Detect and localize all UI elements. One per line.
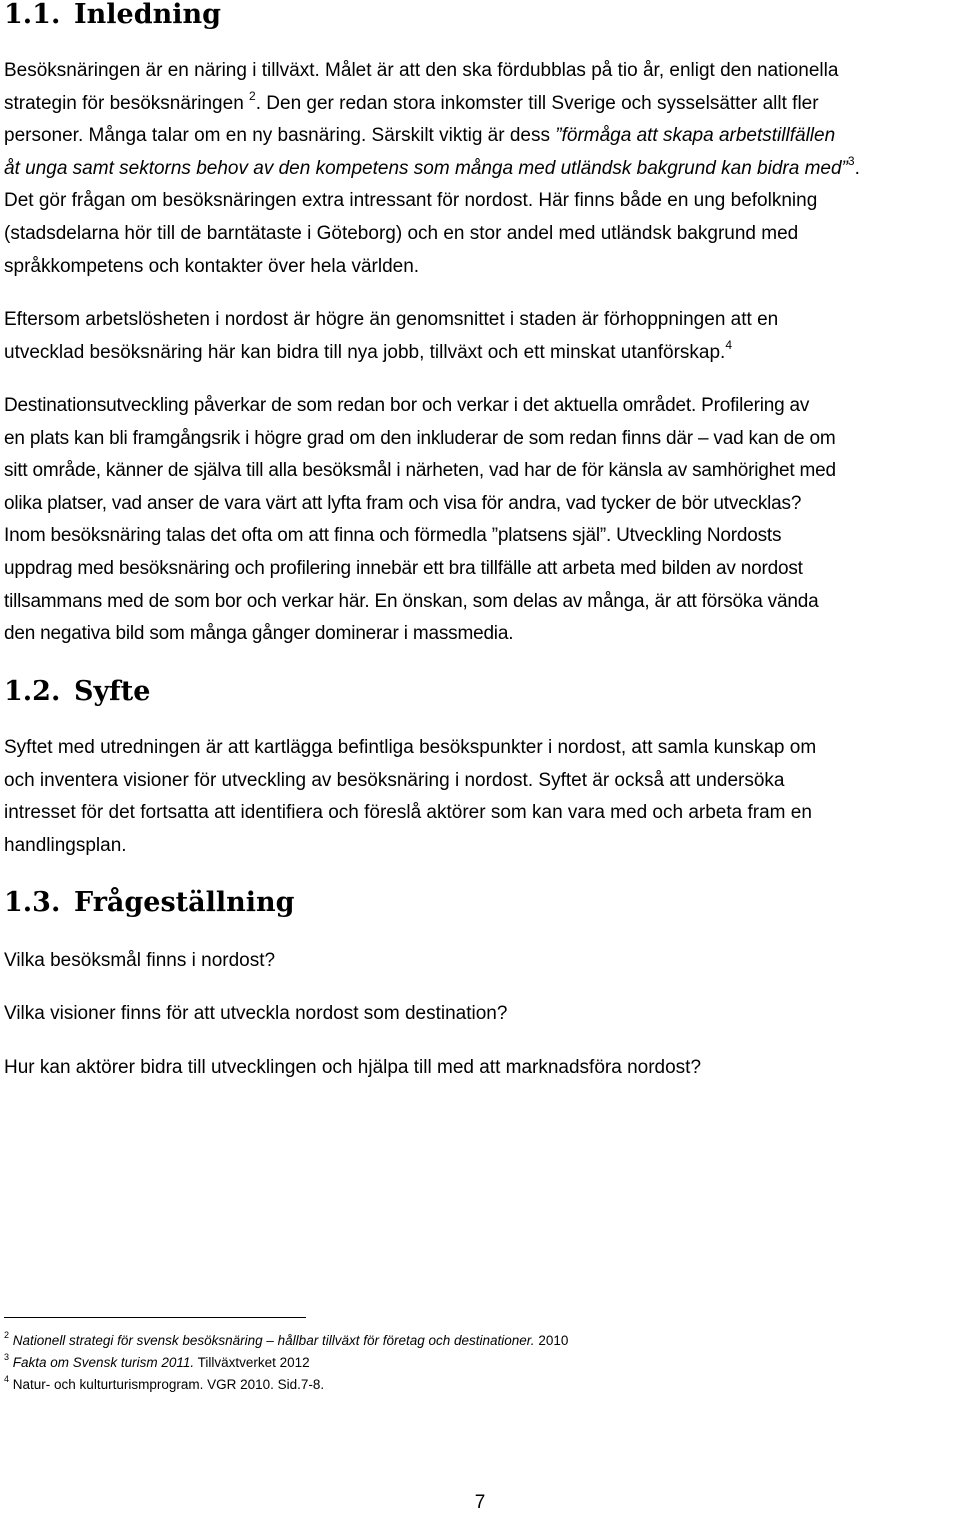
- heading-inledning: [4, 0, 221, 30]
- text-line: handlingsplan.: [4, 834, 127, 856]
- footnote-4: [4, 1374, 904, 1396]
- footnote-title: Nationell strategi för svensk besöksnäring – hållbar tillväxt för företag och destinationer.: [12, 1333, 535, 1348]
- paragraph-arbetsloshet: [4, 304, 956, 369]
- text-line: Besöksnäringen är en näring i tillväxt. Målet är att den ska fördubblas på tio år, enligt den nationella: [4, 60, 839, 81]
- footnote-separator: [4, 1317, 306, 1318]
- text-line: [4, 153, 956, 186]
- text-line: uppdrag med besöksnäring och profilering innebär ett bra tillfälle att arbeta med bilden av nordost: [4, 557, 803, 579]
- text-line: [4, 120, 956, 153]
- footnote-number: 2: [4, 1330, 10, 1340]
- heading-syfte: [4, 677, 150, 707]
- text-line: Syftet med utredningen är att kartlägga befintliga besökspunkter i nordost, att samla kunskap om: [4, 737, 817, 758]
- text-line: den negativa bild som många gånger dominerar i massmedia.: [4, 623, 514, 645]
- question-3: [4, 1052, 956, 1085]
- paragraph-syfte: [4, 732, 956, 862]
- footnote-ref[interactable]: 4: [725, 337, 733, 352]
- text-line: Inom besöksnäring talas det ofta om att finna och förmedla ”platsens själ”. Utveckling Nordosts: [4, 525, 782, 547]
- text-fragment: utvecklad besöksnäring här kan bidra till nya jobb, tillväxt och ett minskat utanförskap.: [4, 341, 726, 363]
- question-1: [4, 945, 956, 978]
- text-line: en plats kan bli framgångsrik i högre grad om den inkluderar de som redan finns där – vad kan de om: [4, 427, 836, 449]
- paragraph-destination: [4, 390, 956, 651]
- footnote-2: [4, 1330, 904, 1352]
- heading-number: 1.2.: [4, 676, 61, 707]
- text-line: [4, 88, 956, 121]
- footnote-title: Fakta om Svensk turism 2011.: [12, 1355, 195, 1370]
- paragraph-intro: [4, 55, 956, 283]
- heading-fragestallning: [4, 888, 295, 918]
- heading-number: 1.3.: [4, 887, 61, 918]
- text-line: och inventera visioner för utveckling av besöksnäring i nordost. Syftet är också att undersöka: [4, 769, 785, 791]
- text-line: språkkompetens och kontakter över hela världen.: [4, 255, 420, 277]
- footnote-number: 3: [4, 1352, 10, 1362]
- text-line: intresset för det fortsatta att identifiera och föreslå aktörer som kan vara med och arbeta fram en: [4, 802, 812, 824]
- text-line: Hur kan aktörer bidra till utvecklingen och hjälpa till med att marknadsföra nordost?: [4, 1057, 702, 1078]
- quote-fragment: åt unga samt sektorns behov av den kompetens som många med utländsk bakgrund kan bidra med”: [4, 157, 848, 179]
- heading-title: Inledning: [74, 0, 221, 30]
- footnote-number: 4: [4, 1374, 10, 1384]
- text-line: Eftersom arbetslösheten i nordost är högre än genomsnittet i staden är förhoppningen att en: [4, 309, 779, 330]
- footnotes: [4, 1330, 904, 1396]
- quote-fragment: ”förmåga att skapa arbetstillfällen: [555, 125, 836, 147]
- text-fragment: strategin för besöksnäringen: [4, 92, 250, 114]
- footnote-text: Tillväxtverket 2012: [194, 1355, 310, 1370]
- text-line: [4, 337, 956, 370]
- text-line: Vilka besöksmål finns i nordost?: [4, 950, 276, 971]
- footnote-3: [4, 1352, 904, 1374]
- footnote-ref[interactable]: 3: [847, 153, 855, 168]
- text-line: tillsammans med de som bor och verkar här. En önskan, som delas av många, är att försöka vända: [4, 590, 819, 612]
- question-2: [4, 998, 956, 1031]
- heading-title: Frågeställning: [74, 887, 295, 918]
- text-line: Det gör frågan om besöksnäringen extra intressant för nordost. Här finns både en ung befolkning: [4, 190, 818, 212]
- text-line: Vilka visioner finns för att utveckla nordost som destination?: [4, 1003, 508, 1024]
- text-line: sitt område, känner de själva till alla besöksmål i närheten, vad har de för känsla av samhörighet med: [4, 460, 836, 482]
- text-fragment: personer. Många talar om en ny basnäring. Särskilt viktig är dess: [4, 125, 556, 147]
- text-line: olika platser, vad anser de vara värt att lyfta fram och visa för andra, vad tycker de bör utvecklas?: [4, 492, 802, 514]
- text-fragment: . Den ger redan stora inkomster till Sverige och sysselsätter allt fler: [255, 92, 819, 114]
- footnote-text: 2010: [534, 1333, 569, 1348]
- heading-title: Syfte: [74, 676, 151, 707]
- heading-number: 1.1.: [4, 0, 61, 30]
- footnote-ref[interactable]: 2: [249, 88, 256, 103]
- text-line: (stadsdelarna hör till de barntätaste i Göteborg) och en stor andel med utländsk bakgrund med: [4, 222, 799, 244]
- page-number: 7: [474, 1492, 486, 1513]
- text-fragment: .: [854, 157, 860, 179]
- footnote-text: Natur- och kulturturismprogram. VGR 2010. Sid.7-8.: [12, 1377, 325, 1392]
- text-line: Destinationsutveckling påverkar de som redan bor och verkar i det aktuella området. Profilering av: [4, 395, 810, 416]
